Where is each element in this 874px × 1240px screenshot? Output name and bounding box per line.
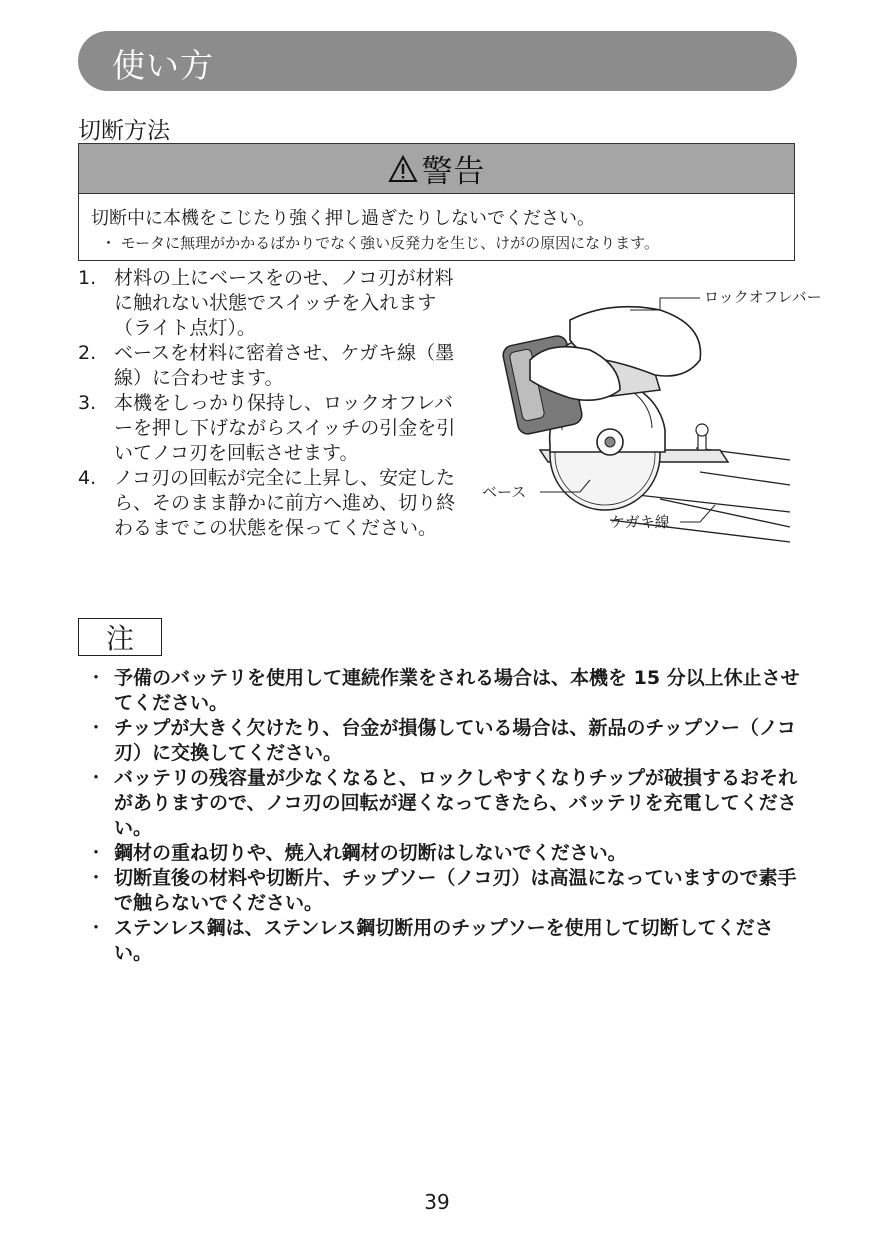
warning-main-text: 切断中に本機をこじたり強く押し過ぎたりしないでください。	[91, 208, 595, 229]
note-list	[78, 666, 800, 966]
warning-heading: 警告	[421, 154, 486, 190]
warning-triangle-icon	[388, 155, 418, 183]
note-text: 切断直後の材料や切断片、チップソー（ノコ刃）は高温になっていますので素手で触らないでください。	[114, 867, 797, 914]
bullet: ・	[86, 867, 106, 889]
note-text: バッテリの残容量が少なくなると、ロックしやすくなりチップが破損するおそれがありますので、ノコ刃の回転が遅くなってきたら、バッテリを充電してください。	[114, 767, 798, 839]
label-marking-line: ケガキ線	[610, 513, 670, 531]
note-text: 鋼材の重ね切りや、焼入れ鋼材の切断はしないでください。	[114, 842, 627, 864]
warning-box	[78, 143, 795, 261]
step-number: 3.	[78, 392, 97, 414]
step-number: 2.	[78, 342, 97, 364]
step-text: 材料の上にベースをのせ、ノコ刃が材料に触れない状態でスイッチを入れます（ライト点灯）。	[114, 267, 454, 339]
note-item	[78, 666, 800, 716]
step-item	[78, 266, 458, 341]
section-title: 切断方法	[78, 118, 170, 144]
label-base: ベース	[482, 483, 527, 501]
bullet: ・	[86, 667, 106, 689]
bullet: ・	[86, 767, 106, 789]
note-item	[78, 766, 800, 841]
step-text: 本機をしっかり保持し、ロックオフレバーを押し下げながらスイッチの引金を引いてノコ刃を回転させます。	[114, 392, 456, 464]
label-lock-off-lever: ロックオフレバー	[704, 288, 822, 306]
procedure-steps	[78, 266, 458, 541]
warning-sub-text: ・ モータに無理がかかるばかりでなく強い反発力を生じ、けがの原因になります。	[101, 234, 659, 252]
note-item	[78, 716, 800, 766]
step-number: 1.	[78, 267, 97, 289]
step-item	[78, 341, 458, 391]
step-text: ノコ刃の回転が完全に上昇し、安定したら、そのまま静かに前方へ進め、切り終わるまでこの状態を保ってください。	[114, 467, 456, 539]
note-item	[78, 916, 800, 966]
note-text: 予備のバッテリを使用して連続作業をされる場合は、本機を 15 分以上休止させてください。	[114, 667, 800, 714]
header-title: 使い方	[112, 46, 214, 85]
section-header-bar	[78, 31, 797, 91]
circular-saw-illustration	[470, 280, 822, 550]
note-text: ステンレス鋼は、ステンレス鋼切断用のチップソーを使用して切断してください。	[114, 917, 774, 964]
bullet: ・	[86, 717, 106, 739]
note-text: チップが大きく欠けたり、台金が損傷している場合は、新品のチップソー（ノコ刃）に交換してください。	[114, 717, 796, 764]
step-text: ベースを材料に密着させ、ケガキ線（墨線）に合わせます。	[114, 342, 455, 389]
step-number: 4.	[78, 467, 97, 489]
warning-header	[79, 144, 794, 194]
note-item	[78, 841, 800, 866]
note-item	[78, 866, 800, 916]
step-item	[78, 466, 458, 541]
bullet: ・	[86, 842, 106, 864]
page-number: 39	[424, 1190, 450, 1214]
step-item	[78, 391, 458, 466]
note-heading: 注	[78, 618, 162, 656]
bullet: ・	[86, 917, 106, 939]
